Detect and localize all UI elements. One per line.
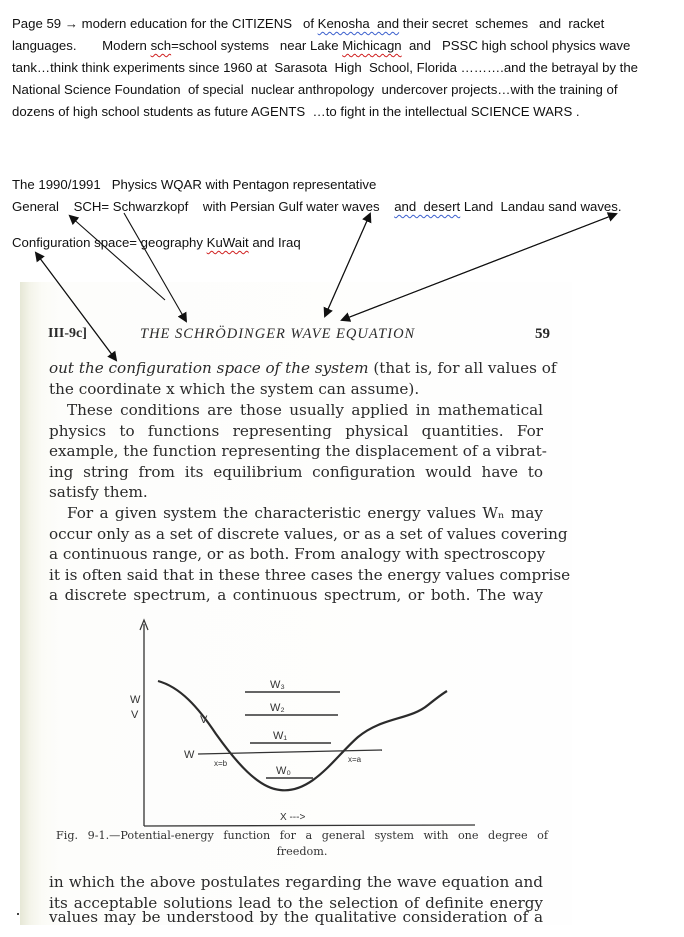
energy-line-label-w: W [184, 749, 195, 761]
annotation-line: National Science Foundation of special nuclear anthropology undercover projects…with the training of [12, 82, 618, 97]
text-run: languages. Modern [12, 38, 151, 53]
turning-point-b: x=b [214, 759, 228, 768]
grammar-flagged-text[interactable]: and desert [394, 199, 461, 214]
arrow-schrodinger [124, 213, 186, 321]
grammar-flagged-text[interactable]: Kenosha and [317, 16, 400, 31]
level-label-w0: W₀ [276, 765, 291, 777]
turning-point-a: x=a [348, 755, 362, 764]
text-line: For a given system the characteristic energy values Wₙ may [67, 504, 543, 522]
text-line: values may be understood by the qualitative consideration of a [49, 908, 543, 925]
spelling-flagged-text[interactable]: sch [150, 38, 172, 53]
section-number: III-9c] [48, 326, 87, 341]
chapter-title: THE SCHRÖDINGER WAVE EQUATION [140, 326, 416, 342]
caption-line: freedom. [276, 845, 328, 858]
italic-phrase: out the configuration space of the system [49, 359, 369, 377]
right-arrow-icon: → [64, 16, 78, 31]
arrow-equation [342, 214, 616, 320]
page-number: 59 [535, 326, 550, 342]
annotation-line: dozens of high school students as future AGENTS …to fight in the intellectual SCIENCE WARS . [12, 104, 580, 119]
text-line: satisfy them. [49, 483, 148, 502]
text-run: and Iraq [248, 235, 301, 250]
level-label-w2: W₂ [270, 702, 285, 714]
text-run: =school systems near Lake [171, 38, 343, 53]
text-run: Land Landau sand waves. [460, 199, 622, 214]
text-run: (that is, for all values of [368, 359, 557, 377]
text-line: occur only as a set of discrete values, or as a set of values covering [49, 524, 568, 543]
text-line: physics to functions representing physical quantities. For [49, 421, 543, 440]
annotation-line: The 1990/1991 Physics WQAR with Pentagon representative [12, 177, 377, 192]
arrow-config-space-to-text [36, 253, 116, 360]
text-run: General SCH= Schwarzkopf with Persian Gulf water waves [12, 199, 395, 214]
y-label-v: V [131, 709, 139, 721]
text-run: their secret schemes and racket [399, 16, 605, 31]
spelling-flagged-text[interactable]: KuWait [206, 235, 249, 250]
text-line: ing string from its equilibrium configuration would have to [49, 462, 543, 481]
text-line: it is often said that in these three cases the energy values comprise [49, 565, 571, 584]
text-line: in which the above postulates regarding the wave equation and [49, 873, 543, 891]
level-label-w1: W₁ [273, 730, 288, 742]
y-label-w: W [130, 694, 141, 706]
text-line: a discrete spectrum, a continuous spectrum, or both. The way [49, 586, 543, 605]
annotation-line: tank…think think experiments since 1960 at Sarasota High School, Florida ……….and the betrayal by the [12, 60, 639, 75]
text-line: its acceptable solutions lead to the selection of definite energy [49, 893, 543, 912]
text-run: Page 59 [12, 16, 65, 31]
text-line: example, the function representing the displacement of a vibrat- [49, 442, 547, 461]
text-line: a continuous range, or as both. From analogy with spectroscopy [49, 545, 546, 564]
caption-line: Fig. 9-1.—Potential-energy function for a general system with one degree of [56, 829, 548, 842]
text-line: the coordinate x which the system can assume). [49, 379, 420, 398]
x-axis-label: X ---> [280, 812, 306, 823]
arrow-schwarzkopf [70, 216, 165, 300]
spelling-flagged-text[interactable]: Michicagn [342, 38, 402, 53]
arrow-wave-in-title [325, 214, 370, 316]
text-run: modern education for the CITIZENS of [77, 16, 318, 31]
curve-label-v: V [200, 714, 208, 726]
text-line: These conditions are those usually applied in mathematical [67, 401, 543, 419]
text-run: and PSSC high school physics wave [401, 38, 631, 53]
level-label-w3: W₃ [270, 679, 285, 691]
text-run: Configuration space= geography [12, 235, 207, 250]
